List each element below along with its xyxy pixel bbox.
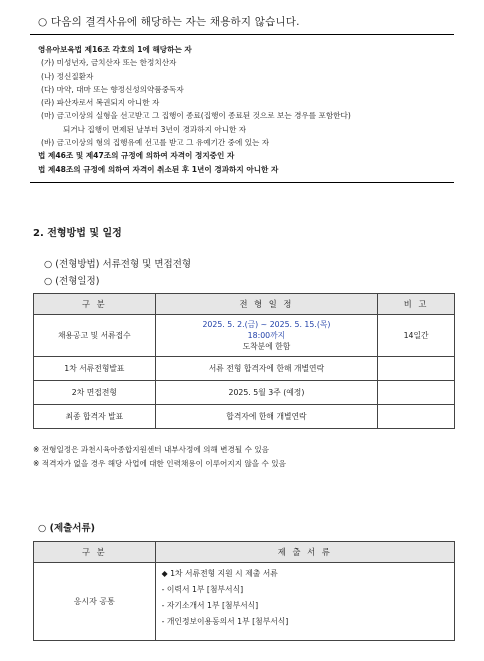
table-row: [34, 381, 455, 405]
documents-list-cell: [155, 563, 454, 641]
table-row: [34, 315, 455, 357]
table-header-row: [34, 542, 455, 563]
method-line: ○ (전형방법) 서류전형 및 면접전형: [44, 259, 192, 270]
disqualification-list: [38, 43, 458, 176]
column-header: 구 분: [34, 294, 156, 315]
top-rule: [30, 34, 454, 35]
period-cell: 합격자에 한해 개별연락: [155, 405, 377, 429]
category-cell: 1차 서류전형발표: [34, 357, 156, 381]
disqualification-item: 법 제48조의 규정에 의하여 자격이 취소된 후 1년이 경과하지 아니한 자: [38, 164, 279, 174]
column-header: 구 분: [34, 542, 156, 563]
category-cell: 채용공고 및 서류접수: [34, 315, 156, 357]
disqualification-item: (바) 금고이상의 형의 집행유예 선고를 받고 그 유예기간 중에 있는 자: [41, 138, 270, 148]
table-row: [34, 357, 455, 381]
period-deadline-time: 18:00까지: [247, 331, 286, 340]
category-cell: 응시자 공통: [34, 563, 156, 641]
disqualification-heading: ○ 다음의 결격사유에 해당하는 자는 채용하지 않습니다.: [38, 16, 300, 28]
disqualification-item: (가) 미성년자, 금치산자 또는 한정치산자: [41, 58, 177, 68]
category-cell: 최종 합격자 발표: [34, 405, 156, 429]
section-title: 2. 전형방법 및 일정: [33, 228, 122, 239]
period-cell: 2025. 5월 3주 (예정): [155, 381, 377, 405]
bottom-rule: [30, 182, 454, 183]
table-row: [34, 563, 455, 641]
disqualification-item: (라) 파산자로서 복권되지 아니한 자: [41, 98, 160, 108]
document-item: - 이력서 1부 [첨부서식]: [161, 585, 244, 594]
schedule-heading: ○ (전형일정): [44, 276, 100, 287]
remark-cell: 14일간: [378, 315, 455, 357]
document-item: - 자기소개서 1부 [첨부서식]: [161, 601, 259, 610]
disqualification-item: 영유아보육법 제16조 각호의 1에 해당하는 자: [38, 45, 192, 54]
column-header: 비 고: [378, 294, 455, 315]
schedule-note: ※ 적격자가 없을 경우 해당 사업에 대한 인력채용이 이루어지지 않을 수 있음: [33, 459, 286, 468]
category-cell: 2차 면접전형: [34, 381, 156, 405]
remark-cell: [378, 405, 455, 429]
documents-heading: ○ (제출서류): [38, 523, 95, 534]
period-cell: [155, 315, 377, 357]
remark-cell: [378, 357, 455, 381]
table-header-row: [34, 294, 455, 315]
table-row: [34, 405, 455, 429]
documents-table: [33, 541, 455, 641]
disqualification-item: (마) 금고이상의 실형을 선고받고 그 집행이 종료(집행이 종료된 것으로 보는 경우를 포함한다): [41, 111, 351, 121]
document-item: ◆ 1차 서류전형 지원 시 제출 서류: [161, 569, 278, 578]
period-note: 도착분에 한함: [242, 342, 291, 351]
schedule-table: [33, 293, 455, 429]
period-cell: 서류 전형 합격자에 한해 개별연락: [155, 357, 377, 381]
schedule-note: ※ 전형일정은 과천시육아종합지원센터 내부사정에 의해 변경될 수 있음: [33, 445, 269, 454]
disqualification-item: 법 제46조 및 제47조의 규정에 의하여 자격이 정지중인 자: [38, 151, 235, 161]
column-header: 제 출 서 류: [155, 542, 454, 563]
remark-cell: [378, 381, 455, 405]
disqualification-item: 되거나 집행이 면제된 날부터 3년이 경과하지 아니한 자: [63, 124, 247, 134]
column-header: 전 형 일 정: [155, 294, 377, 315]
disqualification-item: (다) 마약, 대마 또는 향정신성의약품중독자: [41, 84, 184, 94]
period-date-range: 2025. 5. 2.(금) ~ 2025. 5. 15.(목): [202, 320, 331, 329]
document-item: - 개인정보이용동의서 1부 [첨부서식]: [161, 617, 289, 626]
disqualification-item: (나) 정신질환자: [41, 71, 94, 81]
